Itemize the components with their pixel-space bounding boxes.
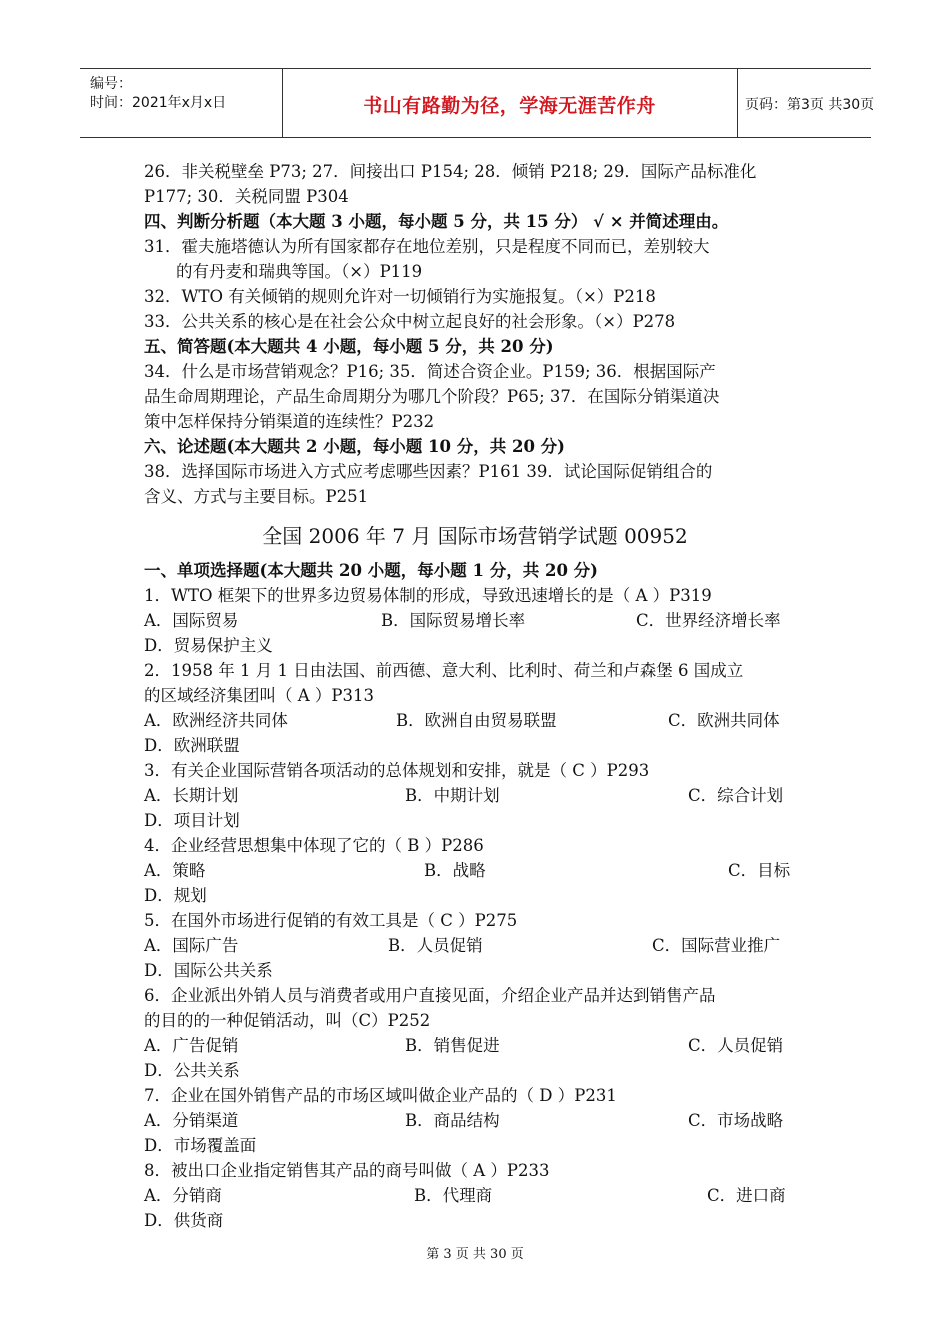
option-c: C．人员促销 bbox=[688, 1036, 784, 1055]
option-c: C．国际营业推广 bbox=[652, 936, 781, 955]
option-a: A．策略 bbox=[144, 861, 206, 880]
text-line: P177; 30．关税同盟 P304 bbox=[144, 187, 349, 206]
question-stem: 7．企业在国外销售产品的市场区域叫做企业产品的（ D ）P231 bbox=[144, 1086, 617, 1105]
option-d: D．项目计划 bbox=[144, 811, 240, 830]
option-d: D．供货商 bbox=[144, 1211, 224, 1230]
option-d: D．市场覆盖面 bbox=[144, 1136, 257, 1155]
page-header bbox=[80, 68, 875, 138]
option-a: A．分销商 bbox=[144, 1186, 222, 1205]
header-page-cell bbox=[737, 69, 875, 137]
option-a: A．国际广告 bbox=[144, 936, 239, 955]
text-line: 31．霍夫施塔德认为所有国家都存在地位差别，只是程度不同而已，差别较大 bbox=[144, 237, 710, 256]
text-line: 的有丹麦和瑞典等国。（×）P119 bbox=[176, 262, 423, 281]
option-a: A．广告促销 bbox=[144, 1036, 239, 1055]
text-line: 38．选择国际市场进入方式应考虑哪些因素？P161 39．试论国际促销组合的 bbox=[144, 462, 713, 481]
option-b: B．商品结构 bbox=[405, 1111, 500, 1130]
option-a: A．分销渠道 bbox=[144, 1111, 239, 1130]
option-d: D．规划 bbox=[144, 886, 207, 905]
option-b: B．销售促进 bbox=[405, 1036, 500, 1055]
option-c: C．综合计划 bbox=[688, 786, 784, 805]
option-d: D．公共关系 bbox=[144, 1061, 240, 1080]
header-left-cell bbox=[80, 69, 283, 137]
option-d: D．欧洲联盟 bbox=[144, 736, 240, 755]
option-c: C．世界经济增长率 bbox=[636, 611, 781, 630]
question-stem: 1．WTO 框架下的世界多边贸易体制的形成，导致迅速增长的是（ A ）P319 bbox=[144, 586, 712, 605]
question-stem: 3．有关企业国际营销各项活动的总体规划和安排，就是（ C ）P293 bbox=[144, 761, 650, 780]
option-c: C．进口商 bbox=[707, 1186, 786, 1205]
question-stem: 的区域经济集团叫（ A ）P313 bbox=[144, 686, 375, 705]
text-line: 品生命周期理论，产品生命周期分为哪几个阶段？P65; 37．在国际分销渠道决 bbox=[144, 387, 720, 406]
section-heading: 五、简答题(本大题共 4 小题，每小题 5 分，共 20 分) bbox=[144, 337, 554, 356]
header-motto-cell bbox=[282, 69, 738, 137]
option-b: B．人员促销 bbox=[388, 936, 483, 955]
option-b: B．战略 bbox=[424, 861, 486, 880]
text-line: 策中怎样保持分销渠道的连续性？P232 bbox=[144, 412, 435, 431]
exam-title: 全国 2006 年 7 月 国际市场营销学试题 00952 bbox=[262, 524, 688, 548]
option-a: A．欧洲经济共同体 bbox=[144, 711, 288, 730]
header-motto: 书山有路勤为径，学海无涯苦作舟 bbox=[363, 95, 656, 117]
question-stem: 8．被出口企业指定销售其产品的商号叫做（ A ）P233 bbox=[144, 1161, 550, 1180]
question-stem: 5．在国外市场进行促销的有效工具是（ C ）P275 bbox=[144, 911, 518, 930]
option-b: B．代理商 bbox=[414, 1186, 493, 1205]
text-line: 含义、方式与主要目标。P251 bbox=[144, 487, 369, 506]
option-a: A．国际贸易 bbox=[144, 611, 239, 630]
question-stem: 2．1958 年 1 月 1 日由法国、前西德、意大利、比利时、荷兰和卢森堡 6 国成立 bbox=[144, 661, 744, 680]
option-b: B．中期计划 bbox=[405, 786, 500, 805]
text-line: 33．公共关系的核心是在社会公众中树立起良好的社会形象。（×）P278 bbox=[144, 312, 676, 331]
text-line: 34．什么是市场营销观念？P16; 35．简述合资企业。P159; 36．根据国际产 bbox=[144, 362, 716, 381]
option-a: A．长期计划 bbox=[144, 786, 239, 805]
option-d: D．国际公共关系 bbox=[144, 961, 273, 980]
question-stem: 6．企业派出外销人员与消费者或用户直接见面，介绍企业产品并达到销售产品 bbox=[144, 986, 716, 1005]
section-heading: 四、判断分析题（本大题 3 小题，每小题 5 分，共 15 分） √ × 并简述理由。 bbox=[144, 212, 729, 231]
option-d: D．贸易保护主义 bbox=[144, 636, 273, 655]
option-b: B．欧洲自由贸易联盟 bbox=[396, 711, 557, 730]
page-footer: 第 3 页 共 30 页 bbox=[426, 1247, 524, 1262]
option-c: C．目标 bbox=[728, 861, 791, 880]
text-line: 26．非关税壁垒 P73; 27．间接出口 P154; 28．倾销 P218; 29．国际产品标准化 bbox=[144, 162, 757, 181]
doc-code-label: 编号： bbox=[90, 76, 132, 92]
header-page-number: 页码：第3页 共30页 bbox=[745, 97, 875, 113]
option-c: C．市场战略 bbox=[688, 1111, 784, 1130]
option-b: B．国际贸易增长率 bbox=[381, 611, 526, 630]
text-line: 32．WTO 有关倾销的规则允许对一切倾销行为实施报复。（×）P218 bbox=[144, 287, 656, 306]
option-c: C．欧洲共同体 bbox=[668, 711, 780, 730]
question-stem: 的目的的一种促销活动，叫（C）P252 bbox=[144, 1011, 431, 1030]
doc-date-label: 时间：2021年x月x日 bbox=[90, 95, 227, 111]
question-stem: 4．企业经营思想集中体现了它的（ B ）P286 bbox=[144, 836, 484, 855]
section-heading: 一、单项选择题(本大题共 20 小题，每小题 1 分，共 20 分) bbox=[144, 561, 598, 580]
section-heading: 六、论述题(本大题共 2 小题，每小题 10 分，共 20 分) bbox=[144, 437, 565, 456]
